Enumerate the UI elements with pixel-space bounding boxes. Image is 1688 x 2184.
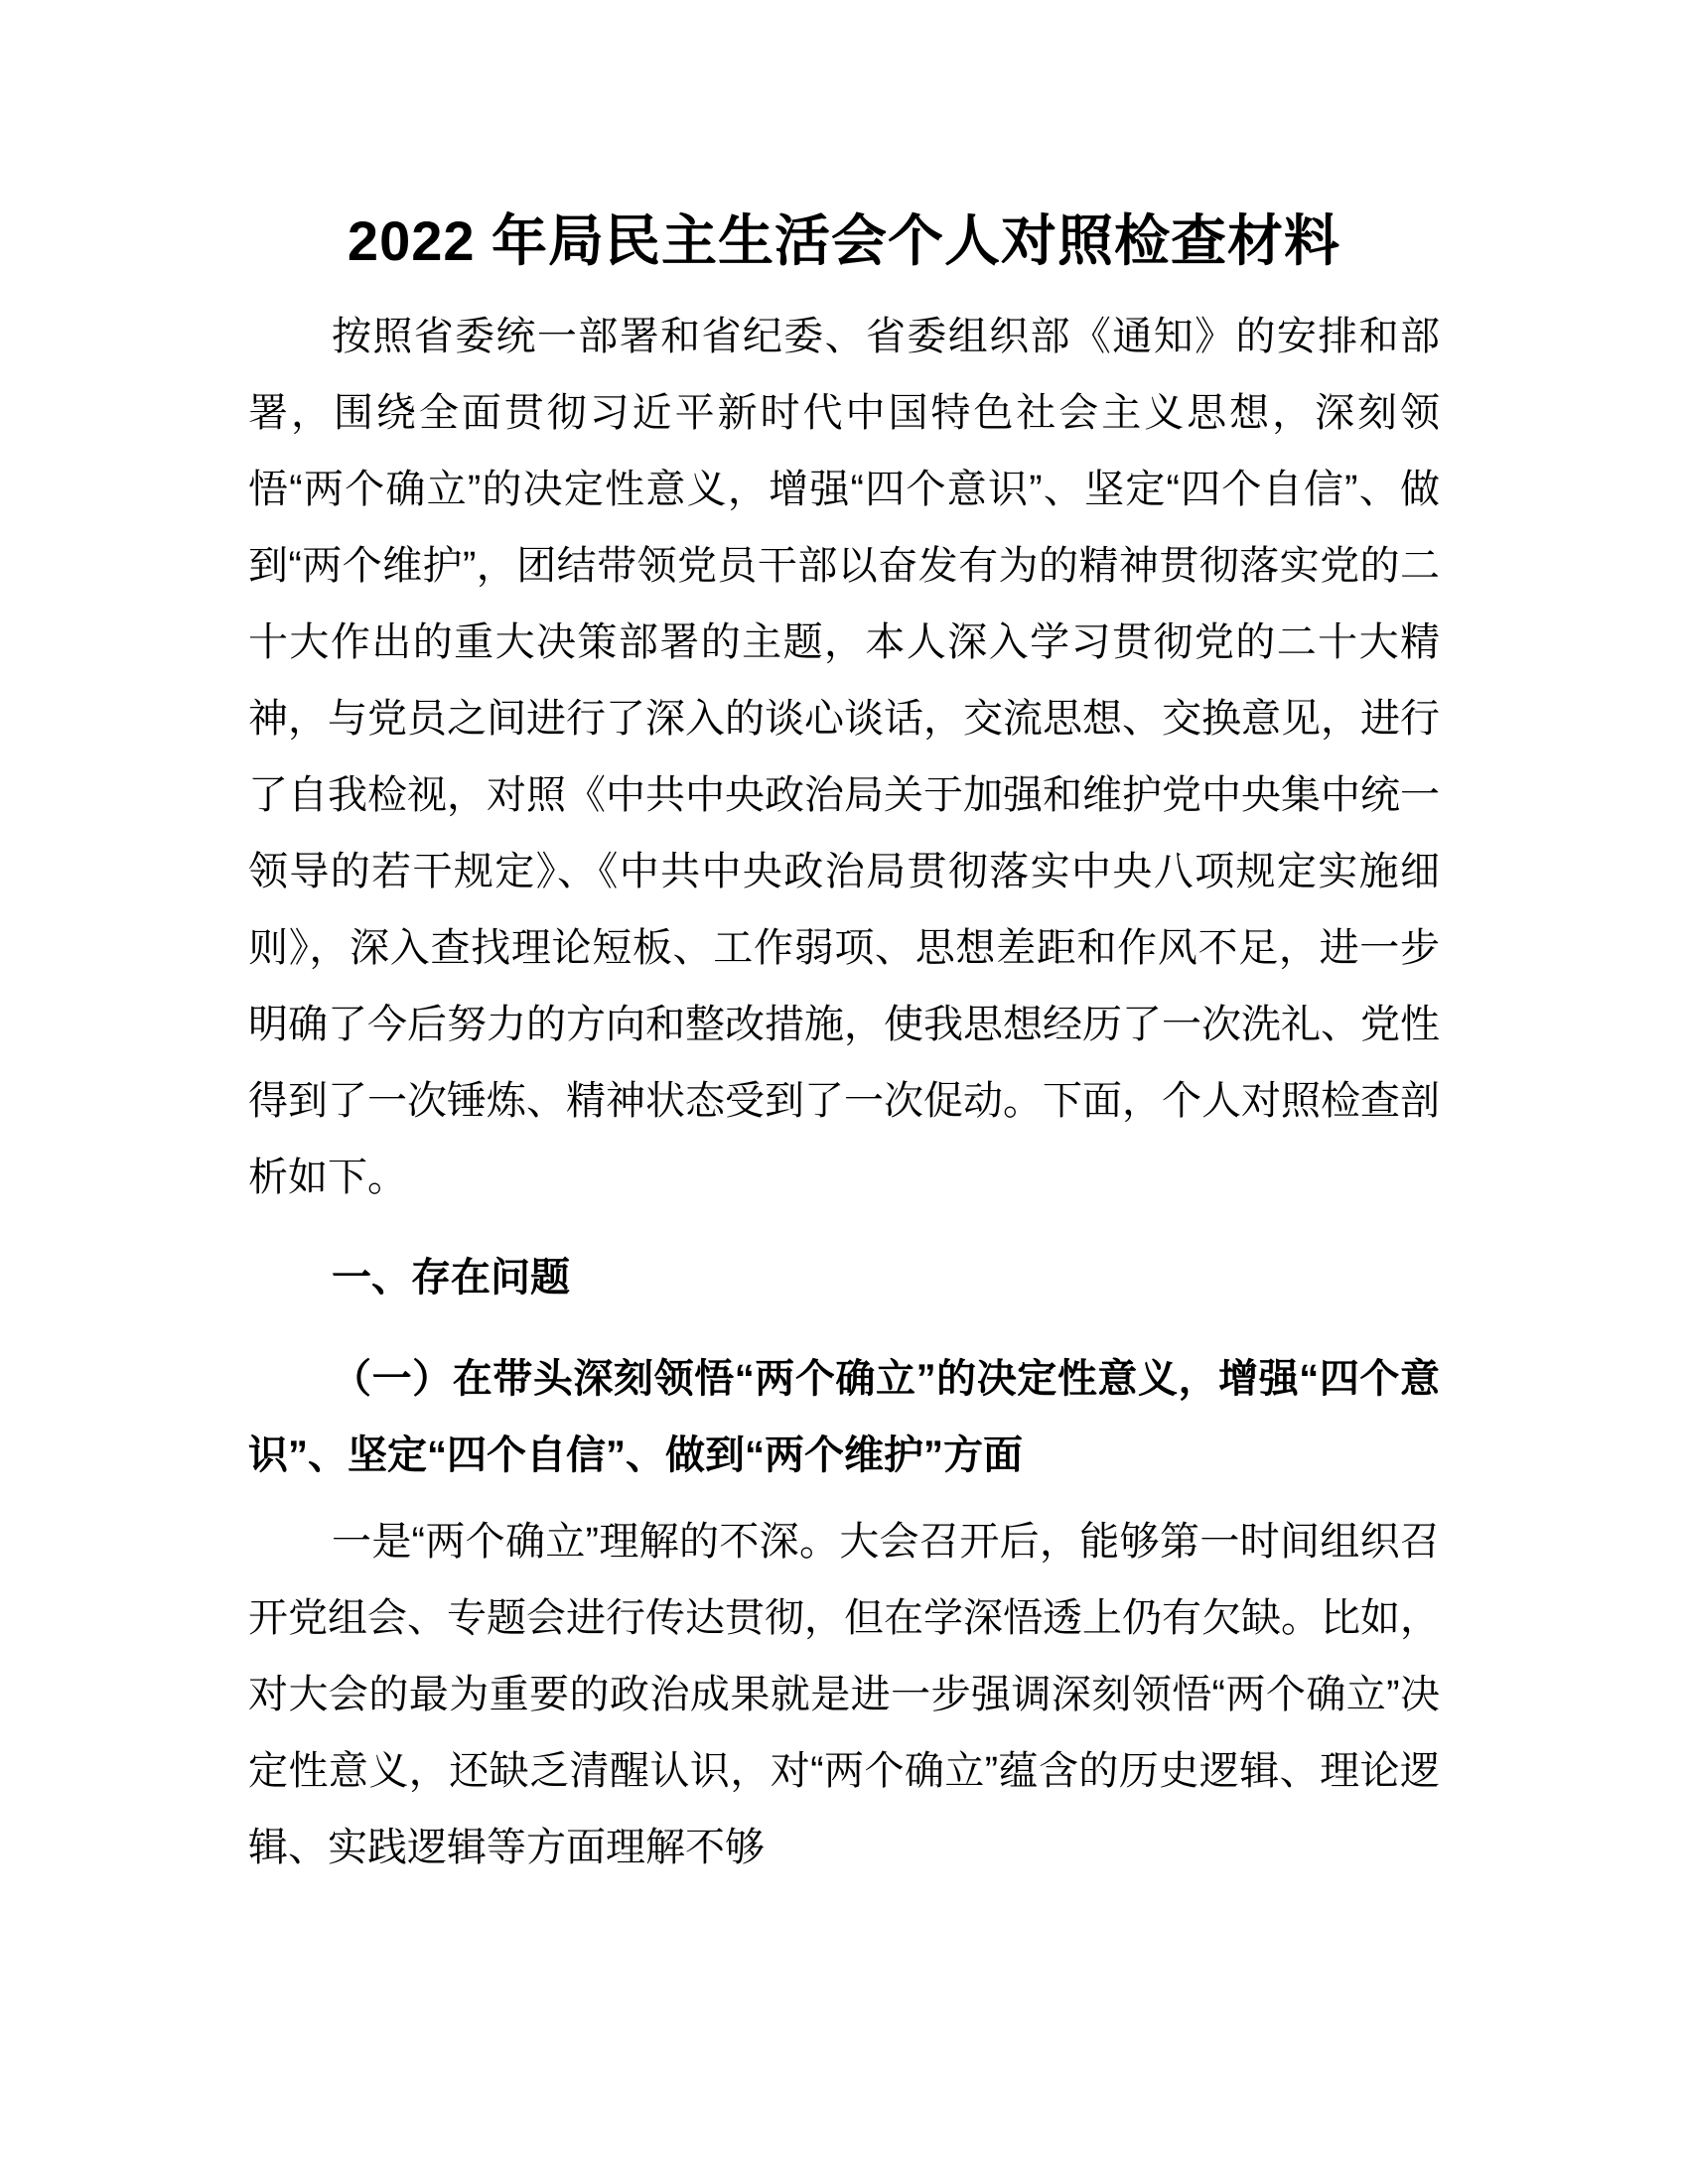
section-heading: 一、存在问题 <box>332 1256 570 1299</box>
document-paragraphs <box>248 299 1440 1886</box>
paragraph: 一是“两个确立”理解的不深。大会召开后，能够第一时间组织召开党组会、专题会进行传达贯彻，但在学深悟透上仍有欠缺。比如，对大会的最为重要的政治成果就是进一步强调深刻领悟“两个确立”决定性意义，还缺乏清醒认识，对“两个确立”蕴含的历史逻辑、理论逻辑、实践逻辑等方面理解不够 <box>248 1520 1440 1869</box>
section-heading: （一）在带头深刻领悟“两个确立”的决定性意义，增强“四个意识”、坚定“四个自信”、做到“两个维护”方面 <box>248 1357 1440 1477</box>
document-content <box>248 203 1440 1886</box>
document-title: 2022 年局民主生活会个人对照检查材料 <box>347 209 1341 272</box>
paragraph: 按照省委统一部署和省纪委、省委组织部《通知》的安排和部署，围绕全面贯彻习近平新时代中国特色社会主义思想，深刻领悟“两个确立”的决定性意义，增强“四个意识”、坚定“四个自信”、做到“两个维护”，团结带领党员干部以奋发有为的精神贯彻落实党的二十大作出的重大决策部署的主题，本人深入学习贯彻党的二十大精神，与党员之间进行了深入的谈心谈话，交流思想、交换意见，进行了自我检视，对照《中共中央政治局关于加强和维护党中央集中统一领导的若干规定》、《中共中央政治局贯彻落实中央八项规定实施细则》，深入查找理论短板、工作弱项、思想差距和作风不足，进一步明确了今后努力的方向和整改措施，使我思想经历了一次洗礼、党性得到了一次锤炼、精神状态受到了一次促动。下面，个人对照检查剖析如下。 <box>248 315 1440 1199</box>
